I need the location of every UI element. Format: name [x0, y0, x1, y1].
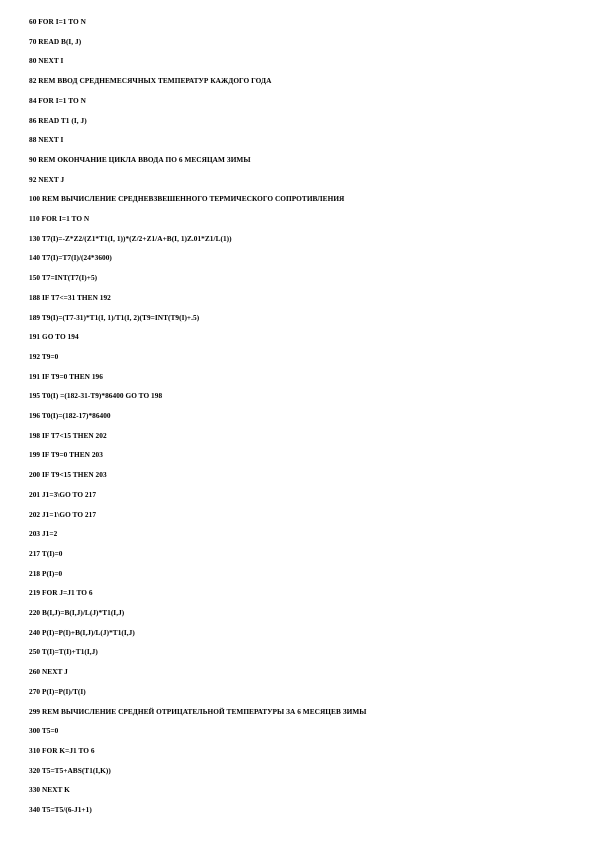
code-line: 188 IF T7<=31 THEN 192: [29, 292, 111, 302]
code-line: 199 IF T9=0 THEN 203: [29, 450, 103, 460]
code-line: 300 T5=0: [29, 726, 59, 736]
code-line: 189 T9(I)=(T7-31)*T1(I, 1)/T1(I, 2)(T9=INT(T9(I)+.5): [29, 312, 200, 322]
code-line: 82 REM ВВОД СРЕДНЕМЕСЯЧНЫХ ТЕМПЕРАТУР КАЖДОГО ГОДА: [29, 76, 272, 86]
code-line: 88 NEXT I: [29, 135, 64, 145]
code-line: 80 NEXT I: [29, 56, 64, 66]
code-line: 201 J1=3\GO TO 217: [29, 489, 97, 499]
code-line: 240 P(I)=P(I)+B(I,J)/L(J)*T1(I,J): [29, 627, 135, 637]
code-line: 191 GO TO 194: [29, 332, 79, 342]
code-line: 299 REM ВЫЧИСЛЕНИЕ СРЕДНЕЙ ОТРИЦАТЕЛЬНОЙ ТЕМПЕРАТУРЫ ЗА 6 МЕСЯЦЕВ ЗИМЫ: [29, 706, 367, 716]
code-line: 340 T5=T5/(6-J1+1): [29, 805, 92, 814]
code-line: 195 T0(I) =(182-31-T9)*86400 GO TO 198: [29, 391, 163, 401]
code-line: 220 B(I,J)=B(I,J)/L(J)*T1(I,J): [29, 608, 125, 617]
code-line: 110 FOR I=1 TO N: [29, 214, 90, 223]
code-line: 330 NEXT K: [29, 785, 70, 795]
code-line: 100 REM ВЫЧИСЛЕНИЕ СРЕДНЕВЗВЕШЕННОГО ТЕРМИЧЕСКОГО СОПРОТИВЛЕНИЯ: [29, 194, 345, 204]
code-line: 260 NEXT J: [29, 667, 68, 677]
code-line: 150 T7=INT(T7(I)+5): [29, 273, 98, 283]
code-line: 60 FOR I=1 TO N: [29, 17, 86, 26]
code-line: 191 IF T9=0 THEN 196: [29, 371, 103, 381]
code-line: 219 FOR J=J1 TO 6: [29, 588, 93, 598]
code-line: 202 J1=1\GO TO 217: [29, 509, 97, 519]
code-line: 250 T(I)=T(I)+T1(I,J): [29, 647, 98, 657]
code-line: 192 T9=0: [29, 351, 59, 361]
code-line: 196 T0(I)=(182-17)*86400: [29, 411, 111, 420]
code-line: 203 J1=2: [29, 529, 58, 539]
code-line: 140 T7(I)=T7(I)/(24*3600): [29, 253, 112, 263]
code-line: 130 T7(I)=-Z*Z2/(Z1*T1(I, 1))*(Z/2+Z1/A+B(I, 1)Z.01*Z1/L(1)): [29, 233, 232, 243]
code-line: 92 NEXT J: [29, 174, 65, 184]
code-line: 218 P(I)=0: [29, 568, 63, 578]
code-line: 86 READ T1 (I, J): [29, 115, 87, 125]
code-line: 198 IF T7<15 THEN 202: [29, 430, 107, 440]
code-line: 270 P(I)=P(I)/T(I): [29, 686, 86, 696]
code-line: 84 FOR I=1 TO N: [29, 95, 86, 105]
code-line: 200 IF T9<15 THEN 203: [29, 470, 107, 480]
code-line: 310 FOR K=J1 TO 6: [29, 745, 95, 755]
code-line: 217 T(I)=0: [29, 548, 63, 558]
code-line: 90 REM ОКОНЧАНИЕ ЦИКЛА ВВОДА ПО 6 МЕСЯЦАМ ЗИМЫ: [29, 154, 251, 164]
code-line: 70 READ B(I, J): [29, 36, 82, 46]
code-line: 320 T5=T5+ABS(T1(I,K)): [29, 765, 111, 775]
